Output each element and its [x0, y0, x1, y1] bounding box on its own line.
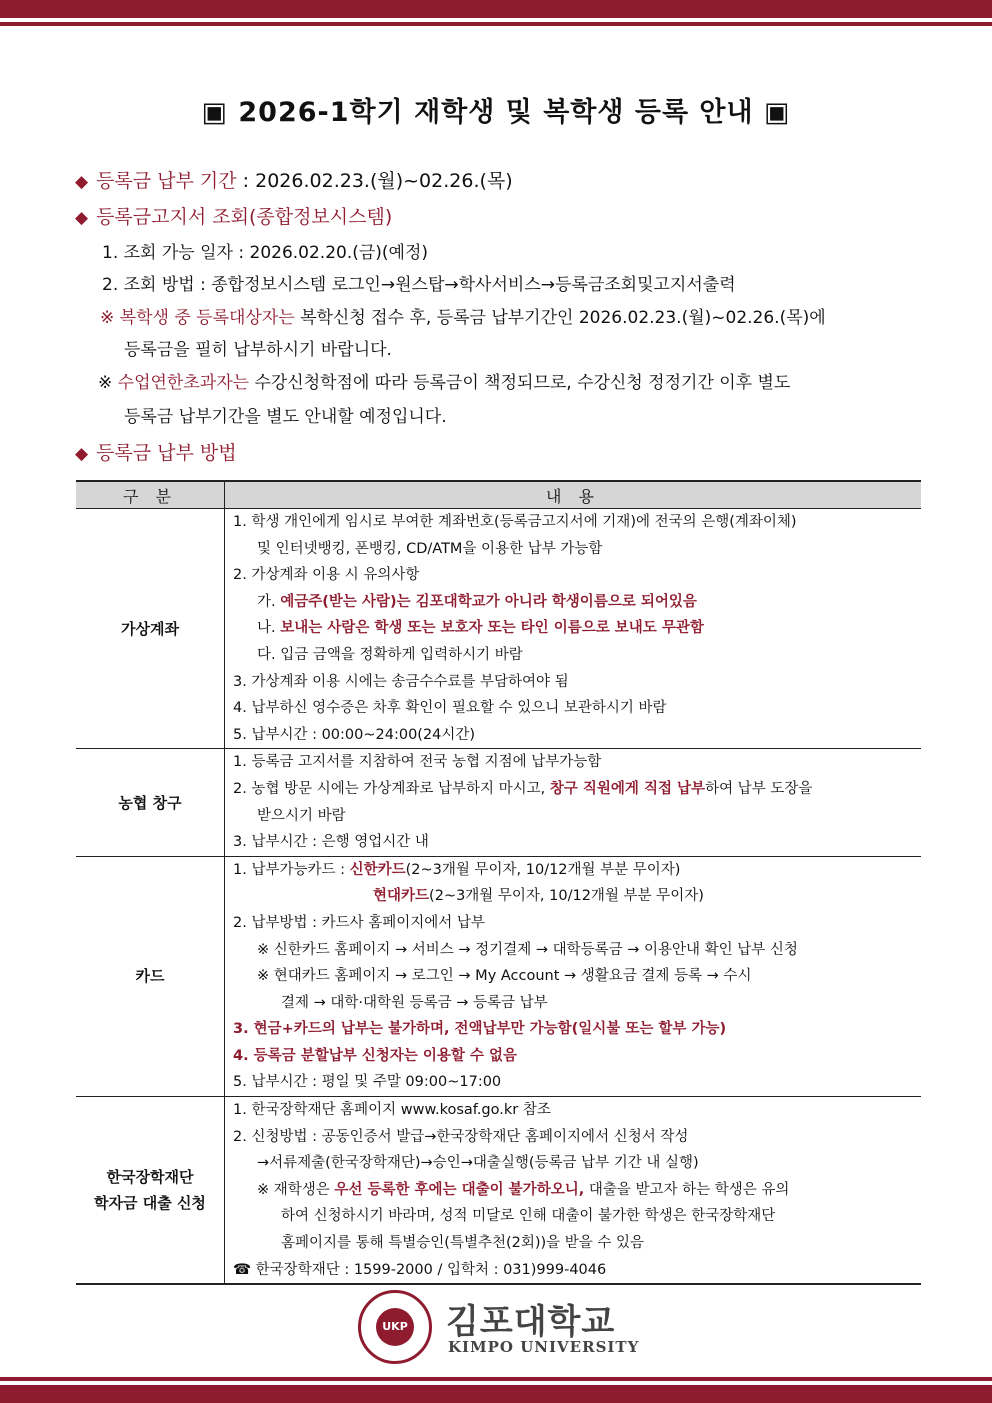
- list-item: 하여 신청하시기 바라며, 성적 미달로 인해 대출이 불가한 학생은 한국장학재단: [281, 1208, 776, 1225]
- list-item: 1. 학생 개인에게 임시로 부여한 계좌번호(등록금고지서에 기재)에 전국의 은행(계좌이체): [233, 514, 797, 530]
- table-row-card: [76, 856, 921, 1096]
- bill-item-2: 2. 조회 방법 : 종합정보시스템 로그인→원스탑→학사서비스→등록금조회및고지서출력: [102, 275, 736, 295]
- university-logo: [358, 1290, 658, 1370]
- list-item: 2. 농협 방문 시에는 가상계좌로 납부하지 마시고, 창구 직원에게 직접 납부하여 납부 도장을: [233, 780, 813, 797]
- list-item: 1. 등록금 고지서를 지참하여 전국 농협 지점에 납부가능함: [233, 754, 602, 771]
- header-content: 내 용: [225, 481, 922, 509]
- period-label: 등록금 납부 기간: [96, 170, 237, 192]
- seal-text: UKP: [376, 1308, 414, 1346]
- list-item: 3. 가상계좌 이용 시에는 송금수수료를 부담하여야 됨: [233, 673, 569, 690]
- top-border-thin: [0, 22, 992, 26]
- top-border-thick: [0, 0, 992, 18]
- period-value: : 2026.02.23.(월)~02.26.(목): [236, 170, 513, 192]
- note-overdue-cont: 등록금 납부기간을 별도 안내할 예정입니다.: [124, 407, 447, 427]
- bottom-border-thin: [0, 1377, 992, 1381]
- list-item: 4. 납부하신 영수증은 차후 확인이 필요할 수 있으니 보관하시기 바람: [233, 700, 667, 717]
- content-nh: [225, 749, 922, 856]
- bill-label: 등록금고지서 조회(종합정보시스템): [96, 206, 393, 228]
- payment-method-table: [76, 480, 921, 1285]
- list-item: 2. 가상계좌 이용 시 유의사항: [233, 567, 420, 584]
- list-item: 가. 예금주(받는 사람)는 김포대학교가 아니라 학생이름으로 되어있음: [257, 593, 697, 610]
- note-overdue: ※ 수업연한초과자는 수강신청학점에 따라 등록금이 책정되므로, 수강신청 정정기간 이후 별도: [98, 373, 791, 393]
- contact-line: ☎ 한국장학재단 : 1599-2000 / 입학처 : 031)999-4046: [233, 1261, 607, 1278]
- category-virtual: 가상계좌: [76, 509, 225, 749]
- list-item: 다. 입금 금액을 정확하게 입력하시기 바람: [257, 646, 523, 663]
- list-item: 2. 신청방법 : 공동인증서 발급→한국장학재단 홈페이지에서 신청서 작성: [233, 1128, 689, 1145]
- section-bill: [75, 202, 392, 229]
- content-kosaf: [225, 1097, 922, 1285]
- list-item: 결제 → 대학·대학원 등록금 → 등록금 납부: [281, 994, 548, 1011]
- section-method: [75, 438, 237, 465]
- note-returning-cont: 등록금을 필히 납부하시기 바랍니다.: [124, 340, 392, 360]
- list-item: 4. 등록금 분할납부 신청자는 이용할 수 없음: [233, 1047, 518, 1064]
- list-item: 1. 한국장학재단 홈페이지 www.kosaf.go.kr 참조: [233, 1102, 551, 1119]
- list-item: 2. 납부방법 : 카드사 홈페이지에서 납부: [233, 914, 485, 931]
- table-row-virtual: [76, 509, 921, 749]
- seal-icon: [358, 1290, 432, 1364]
- list-item: ※ 현대카드 홈페이지 → 로그인 → My Account → 생활요금 결제 등록 → 수시: [257, 968, 752, 985]
- list-item: 홈페이지를 통해 특별승인(특별추천(2회))을 받을 수 있음: [281, 1235, 645, 1252]
- diamond-icon: ◆: [75, 172, 89, 192]
- content-virtual: [225, 509, 922, 749]
- category-nh: 농협 창구: [76, 749, 225, 856]
- category-kosaf: [76, 1097, 225, 1285]
- list-item: 5. 납부시간 : 00:00~24:00(24시간): [233, 726, 476, 743]
- list-item: 및 인터넷뱅킹, 폰뱅킹, CD/ATM을 이용한 납부 가능함: [257, 540, 603, 557]
- list-item: 5. 납부시간 : 평일 및 주말 09:00~17:00: [233, 1074, 502, 1091]
- content-card: [225, 856, 922, 1096]
- list-item: ※ 신한카드 홈페이지 → 서비스 → 정기결제 → 대학등록금 → 이용안내 확인 납부 신청: [257, 941, 798, 958]
- list-item: 3. 납부시간 : 은행 영업시간 내: [233, 834, 429, 851]
- bill-item-1: 1. 조회 가능 일자 : 2026.02.20.(금)(예정): [102, 243, 429, 263]
- table-row-nh: [76, 749, 921, 856]
- category-kosaf-line1: 한국장학재단: [106, 1168, 194, 1187]
- bottom-border-thick: [0, 1385, 992, 1403]
- table-header-row: [76, 481, 921, 509]
- list-item: ※ 재학생은 우선 등록한 후에는 대출이 불가하오니, 대출을 받고자 하는 학생은 유의: [257, 1181, 790, 1198]
- category-kosaf-line2: 학자금 대출 신청: [94, 1194, 206, 1213]
- diamond-icon: ◆: [75, 208, 89, 228]
- logo-name-en: KIMPO UNIVERSITY: [448, 1338, 640, 1356]
- method-label: 등록금 납부 방법: [96, 442, 237, 464]
- list-item: 받으시기 바람: [257, 807, 346, 824]
- page-title: ▣ 2026-1학기 재학생 및 복학생 등록 안내 ▣: [201, 97, 791, 128]
- header-category: 구 분: [76, 481, 225, 509]
- list-item: 3. 현금+카드의 납부는 불가하며, 전액납부만 가능함(일시불 또는 할부 가능): [233, 1021, 727, 1038]
- diamond-icon: ◆: [75, 444, 89, 464]
- list-item: 1. 납부가능카드 : 신한카드(2~3개월 무이자, 10/12개월 부분 무이자): [233, 861, 681, 878]
- list-item: 나. 보내는 사람은 학생 또는 보호자 또는 타인 이름으로 보내도 무관함: [257, 620, 704, 637]
- note-returning: ※ 복학생 중 등록대상자는 복학신청 접수 후, 등록금 납부기간인 2026.02.23.(월)~02.26.(목)에: [100, 308, 826, 328]
- table-row-kosaf: [76, 1097, 921, 1285]
- logo-name-ko: 김포대학교: [446, 1302, 616, 1342]
- list-item: →서류제출(한국장학재단)→승인→대출실행(등록금 납부 기간 내 실행): [257, 1155, 699, 1172]
- list-item: 현대카드(2~3개월 무이자, 10/12개월 부분 무이자): [373, 888, 704, 905]
- section-period: [75, 166, 513, 193]
- category-card: 카드: [76, 856, 225, 1096]
